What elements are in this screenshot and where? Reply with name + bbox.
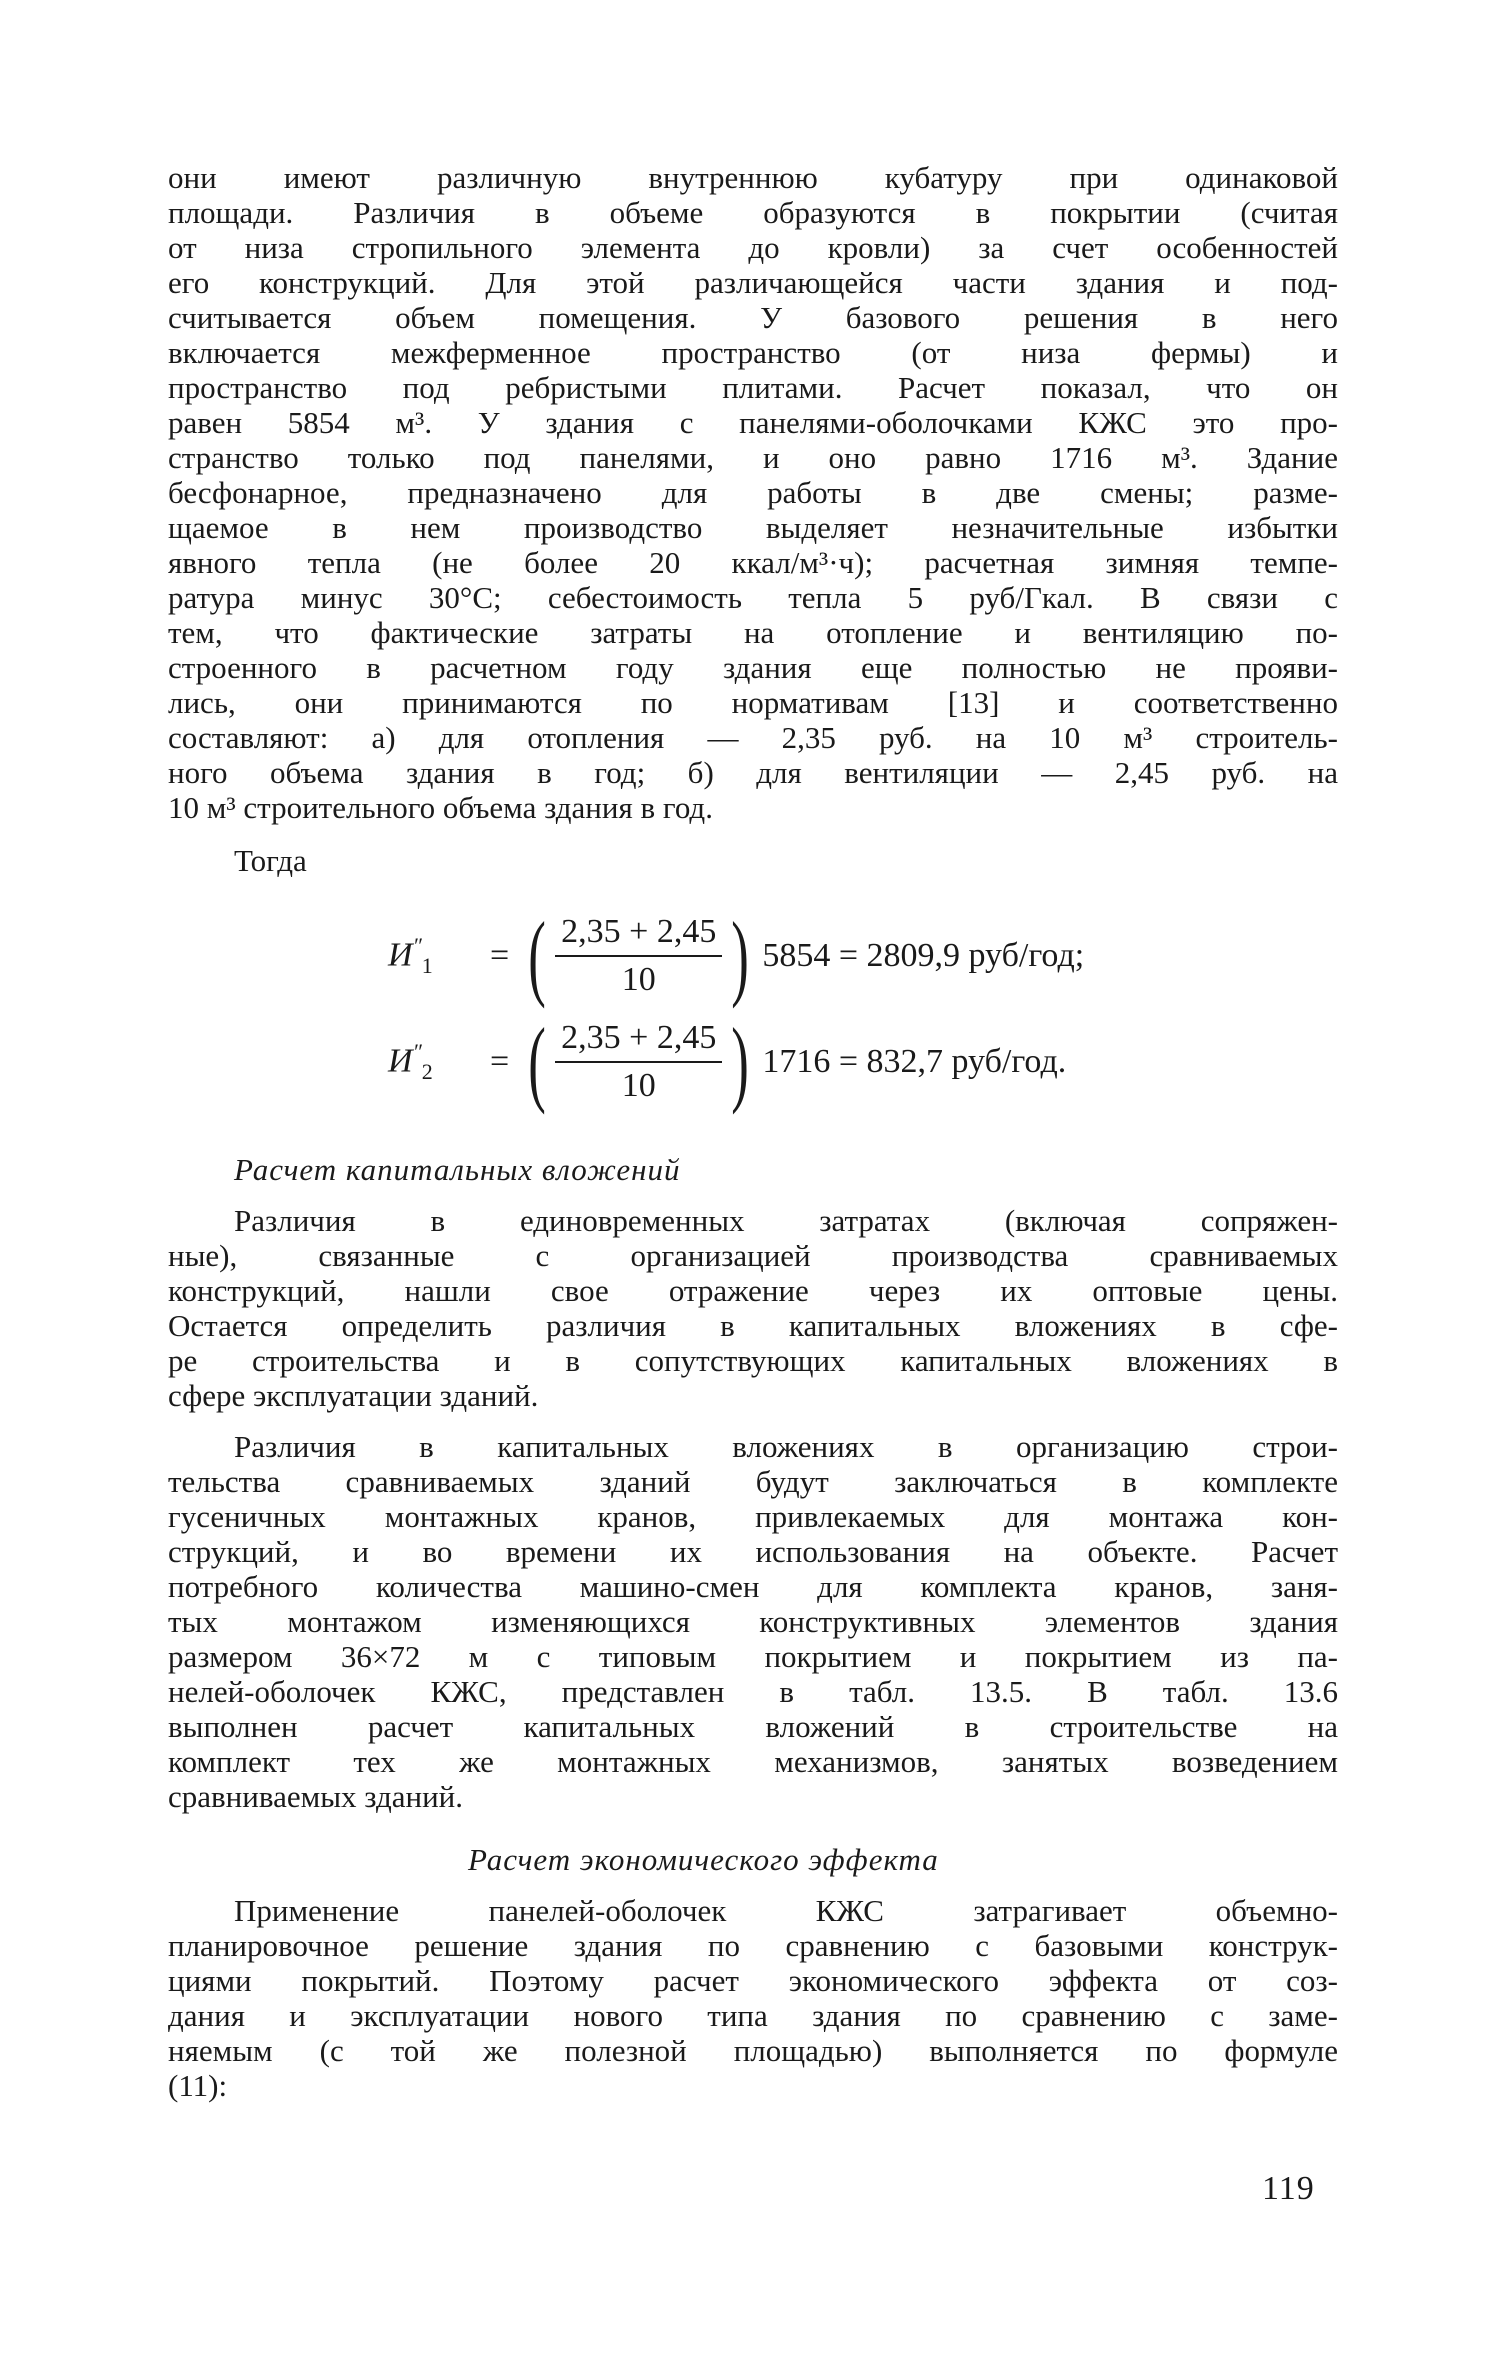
page-number: 119 xyxy=(1262,2170,1315,2207)
text-line: циями покрытий. Поэтому расчет экономического эффекта от соз- xyxy=(168,1963,1338,1998)
equals-sign: = xyxy=(490,937,510,974)
fraction-numerator: 2,35 + 2,45 xyxy=(555,1019,722,1063)
text-line: от низа стропильного элемента до кровли) за счет особенностей xyxy=(168,230,1338,265)
fraction-denominator: 10 xyxy=(621,1067,656,1104)
text-line: явного тепла (не более 20 ккал/м³·ч); расчетная зимняя темпе- xyxy=(168,545,1338,580)
text-line: выполнен расчет капитальных вложений в строительстве на xyxy=(168,1709,1338,1744)
text-line: планировочное решение здания по сравнению с базовыми конструк- xyxy=(168,1928,1338,1963)
text-line: тем, что фактические затраты на отопление и вентиляцию по- xyxy=(168,615,1338,650)
text-line: потребного количества машино-смен для комплекта кранов, заня- xyxy=(168,1569,1338,1604)
text-line: ного объема здания в год; б) для вентиляции — 2,45 руб. на xyxy=(168,755,1338,790)
text-line: тельства сравниваемых зданий будут заключаться в комплекте xyxy=(168,1464,1338,1499)
section-heading-effect: Расчет экономического эффекта xyxy=(468,1842,939,1877)
text-line: они имеют различную внутреннюю кубатуру при одинаковой xyxy=(168,160,1338,195)
section-heading-capital: Расчет капитальных вложений xyxy=(234,1152,681,1187)
text-line: размером 36×72 м с типовым покрытием и покрытием из па- xyxy=(168,1639,1338,1674)
text-line: ре строительства и в сопутствующих капитальных вложениях в xyxy=(168,1343,1338,1378)
fraction xyxy=(555,1019,722,1105)
text-line: нелей-оболочек КЖС, представлен в табл. 13.5. В табл. 13.6 xyxy=(168,1674,1338,1709)
text-line: лись, они принимаются по нормативам [13] и соответственно xyxy=(168,685,1338,720)
formula-2 xyxy=(388,1008,1338,1115)
text-line: составляют: а) для отопления — 2,35 руб. на 10 м³ строитель- xyxy=(168,720,1338,755)
text-line: щаемое в нем производство выделяет незначительные избытки xyxy=(168,510,1338,545)
equals-sign: = xyxy=(490,1043,510,1080)
text-line: Остается определить различия в капитальных вложениях в сфе- xyxy=(168,1308,1338,1343)
formula-result: 5854 = 2809,9 руб/год; xyxy=(762,937,1085,974)
formula-1 xyxy=(388,902,1338,1009)
formula-superscript: ″ xyxy=(412,1038,422,1064)
text-line: пространство под ребристыми плитами. Расчет показал, что он xyxy=(168,370,1338,405)
paragraph-1 xyxy=(168,160,1338,825)
formula-result: 1716 = 832,7 руб/год. xyxy=(762,1043,1067,1080)
text-line: (11): xyxy=(168,2068,228,2103)
text-line: сфере эксплуатации зданий. xyxy=(168,1378,539,1413)
left-parenthesis: ( xyxy=(528,902,546,1009)
formula-lhs xyxy=(388,1039,478,1085)
text-line: ратура минус 30°С; себестоимость тепла 5 руб/Гкал. В связи с xyxy=(168,580,1338,615)
fraction-denominator: 10 xyxy=(621,961,656,998)
right-parenthesis: ) xyxy=(731,1008,750,1115)
formula-symbol: И xyxy=(388,936,413,974)
paragraph-3 xyxy=(168,1429,1338,1814)
left-parenthesis: ( xyxy=(528,1008,546,1115)
paragraph-spacer xyxy=(168,1413,1338,1429)
fraction xyxy=(555,913,722,999)
page-content xyxy=(168,160,1338,2103)
formula-superscript: ″ xyxy=(412,932,422,958)
text-line: струкций, и во времени их использования на объекте. Расчет xyxy=(168,1534,1338,1569)
text-line: Различия в капитальных вложениях в организацию строи- xyxy=(234,1429,1338,1464)
text-line: площади. Различия в объеме образуются в покрытии (считая xyxy=(168,195,1338,230)
text-line: гусеничных монтажных кранов, привлекаемых для монтажа кон- xyxy=(168,1499,1338,1534)
formula-lhs xyxy=(388,933,478,979)
text-line: тых монтажом изменяющихся конструктивных элементов здания xyxy=(168,1604,1338,1639)
text-line: Различия в единовременных затратах (включая сопряжен- xyxy=(234,1203,1338,1238)
text-line: ные), связанные с организацией производства сравниваемых xyxy=(168,1238,1338,1273)
paragraph-4 xyxy=(168,1893,1338,2103)
text-line: строенного в расчетном году здания еще полностью не прояви- xyxy=(168,650,1338,685)
paragraph-2 xyxy=(168,1203,1338,1413)
text-line: равен 5854 м³. У здания с панелями-оболочками КЖС это про- xyxy=(168,405,1338,440)
text-line: комплект тех же монтажных механизмов, занятых возведением xyxy=(168,1744,1338,1779)
text-line: включается межферменное пространство (от низа фермы) и xyxy=(168,335,1338,370)
text-line: конструкций, нашли свое отражение через их оптовые цены. xyxy=(168,1273,1338,1308)
text-line: его конструкций. Для этой различающейся части здания и под- xyxy=(168,265,1338,300)
text-line: странство только под панелями, и оно равно 1716 м³. Здание xyxy=(168,440,1338,475)
text-line: 10 м³ строительного объема здания в год. xyxy=(168,790,713,825)
text-togda: Тогда xyxy=(234,843,307,878)
text-line: бесфонарное, предназначено для работы в две смены; разме- xyxy=(168,475,1338,510)
text-line: считывается объем помещения. У базового решения в него xyxy=(168,300,1338,335)
text-line: няемым (с той же полезной площадью) выполняется по формуле xyxy=(168,2033,1338,2068)
text-line: дания и эксплуатации нового типа здания по сравнению с заме- xyxy=(168,1998,1338,2033)
right-parenthesis: ) xyxy=(731,902,750,1009)
formula-subscript: 1 xyxy=(421,953,433,979)
formula-symbol: И xyxy=(388,1042,413,1080)
formula-subscript: 2 xyxy=(421,1059,433,1085)
fraction-numerator: 2,35 + 2,45 xyxy=(555,913,722,957)
text-line: сравниваемых зданий. xyxy=(168,1779,464,1814)
text-line: Применение панелей-оболочек КЖС затрагивает объемно- xyxy=(234,1893,1338,1928)
formula-block xyxy=(388,902,1338,1115)
